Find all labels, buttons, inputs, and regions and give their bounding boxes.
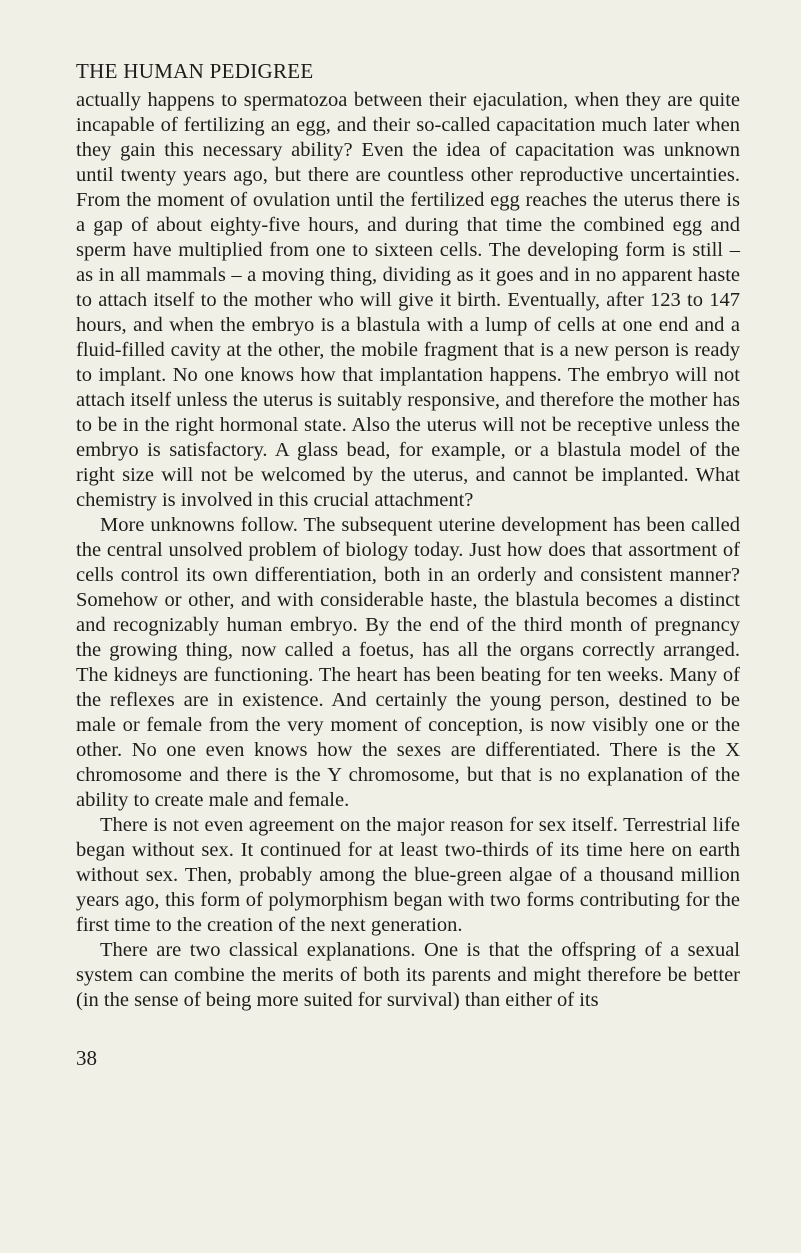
running-header-title: THE HUMAN PEDIGREE — [76, 59, 314, 83]
page-number: 38 — [76, 1046, 97, 1070]
paragraph-3: There is not even agreement on the major reason for sex itself. Terrestrial life began without sex. It continued for at least two-thirds of its time here on earth without sex. Then, probably among the blue-green algae of a thousand million years ago, this form of polymorphism began with two forms contributing for the first time to the creation of the next generation. — [76, 814, 740, 936]
paragraph-4: There are two classical explanations. One is that the offspring of a sexual system can combine the merits of both its parents and might therefore be better (in the sense of being more suited for survival) than either of its — [76, 939, 740, 1011]
body-text — [76, 88, 740, 1013]
paragraph-2: More unknowns follow. The subsequent uterine development has been called the central unsolved problem of biology today. Just how does that assortment of cells control its own differentiation, both in an orderly and consistent manner? Somehow or other, and with considerable haste, the blastula becomes a distinct and recognizably human embryo. By the end of the third month of pregnancy the growing thing, now called a foetus, has all the organs correctly arranged. The kidneys are functioning. The heart has been beating for ten weeks. Many of the reflexes are in existence. And certainly the young person, destined to be male or female from the very moment of conception, is now visibly one or the other. No one even knows how the sexes are differentiated. There is the X chromosome and there is the Y chromosome, but that is no explanation of the ability to create male and female. — [76, 514, 740, 811]
paragraph-1: actually happens to spermatozoa between their ejaculation, when they are quite incapable of fertilizing an egg, and their so-called capacitation much later when they gain this necessary ability? Even the idea of capacitation was unknown until twenty years ago, but there are countless other reproductive uncertainties. From the moment of ovulation until the fertilized egg reaches the uterus there is a gap of about eighty-five hours, and during that time the combined egg and sperm have multiplied from one to sixteen cells. The developing form is still – as in all mammals – a moving thing, dividing as it goes and in no apparent haste to attach itself to the mother who will give it birth. Eventually, after 123 to 147 hours, and when the embryo is a blastula with a lump of cells at one end and a fluid-filled cavity at the other, the mobile fragment that is a new person is ready to implant. No one knows how that implantation happens. The embryo will not attach itself unless the uterus is suitably responsive, and therefore the mother has to be in the right hormonal state. Also the uterus will not be receptive unless the embryo is satisfactory. A glass bead, for example, or a blastula model of the right size will not be welcomed by the uterus, and cannot be implanted. What chemistry is involved in this crucial attachment? — [76, 89, 740, 511]
book-page — [76, 58, 740, 1013]
